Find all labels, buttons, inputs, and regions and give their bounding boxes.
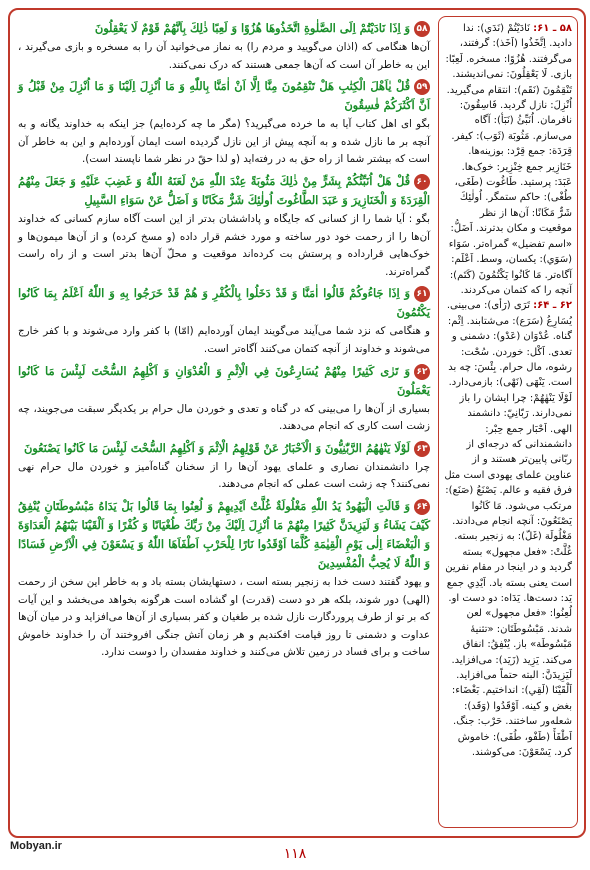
- verse-text: لَوْلَا يَنْهٰهُمُ الرَّبّٰنِيُّونَ وَ الْاَحْبَارُ عَنْ قَوْلِهِمُ الْاِثْمَ وَ اَكْلِهِمُ السُّحْتَ لَبِئْسَ مَا كَانُوا يَصْنَعُونَ: [24, 440, 410, 455]
- verse-number: ۶۰: [414, 174, 430, 190]
- verse-number: ۶۴: [414, 499, 430, 515]
- verse-block: [18, 497, 430, 662]
- verse-translation: چرا دانشمندان نصاری و علمای یهود آن‌ها را از سخنان گناه‌آمیز و خوردن مال حرام نهی نمی‌کنند؟ چه زشت است عملی که انجام می‌دهند.: [18, 460, 430, 491]
- verse-block: [18, 19, 430, 74]
- verse-number: ۶۱: [414, 286, 430, 302]
- verse-number: ۶۲: [414, 364, 430, 380]
- verse-text: وَ اِذَا جَاءُوكُمْ قَالُوا اٰمَنَّا وَ قَدْ دَخَلُوا بِالْكُفْرِ وَ هُمْ قَدْ خَرَجُوا بِهِ وَ اللّٰهُ اَعْلَمُ بِمَا كَانُوا يَكْتُمُونَ: [18, 286, 430, 320]
- verse-arabic: [18, 497, 430, 573]
- verse-block: [18, 77, 430, 169]
- verse-translation: و یهود گفتند دست خدا به زنجیر بسته است ، دستهایشان بسته باد و به خاطر این سخن از رحمت (الهی) دور شوند، بلکه هر دو دست (قدرت) او گشاده است هرگونه بخواهد می‌بخشد و این آیات که بر تو از طرف پروردگارت نازل شده بر طغیان و کفر بسیاری از آن‌ها می‌افزاید و در میان آن‌ها عداوت و دشمنی تا روز قیامت افکندیم و هر زمان آتش جنگی افروختند آن را خداوند خاموش ساخت و برای فساد در زمین تلاش می‌کنند و خداوند مفسدان را دوست ندارد.: [18, 575, 430, 659]
- verse-text: وَ قَالَتِ الْيَهُودُ يَدُ اللّٰهِ مَغْلُولَةٌ غُلَّتْ اَيْدِيهِمْ وَ لُعِنُوا بِمَا قَالُوا بَلْ يَدَاهُ مَبْسُوطَتَانِ يُنْفِقُ كَيْفَ يَشَاءُ وَ لَيَزِيدَنَّ كَثِيرًا مِنْهُمْ مَا اُنْزِلَ اِلَيْكَ مِنْ رَبِّكَ طُغْيَانًا وَ كُفْرًا وَ اَلْقَيْنَا بَيْنَهُمُ الْعَدَاوَةَ وَ الْبَغْضَاءَ اِلٰى يَوْمِ الْقِيٰمَةِ كُلَّمَا اَوْقَدُوا نَارًا لِلْحَرْبِ اَطْفَاَهَا اللّٰهُ وَ يَسْعَوْنَ فِي الْاَرْضِ فَسَادًا وَ اللّٰهُ لَا يُحِبُّ الْمُفْسِدِينَ: [18, 498, 430, 570]
- verse-block: [18, 439, 430, 494]
- verses-column: [16, 16, 432, 828]
- glossary-range: ۶۲ ـ ۶۴:: [533, 300, 572, 312]
- verse-arabic: [18, 172, 430, 210]
- verse-block: [18, 362, 430, 436]
- verse-translation: و هنگامی که نزد شما می‌آیند می‌گویند ایمان آورده‌ایم (امّا) با کفر وارد می‌شوند و با کفر خارج می‌شوند و خداوند از آنچه کتمان می‌کنند آگاه‌تر است.: [18, 325, 430, 355]
- page-number: ۱۱۸: [283, 846, 307, 862]
- verse-number: ۶۳: [414, 441, 430, 457]
- verse-arabic: [18, 362, 430, 400]
- glossary-text: نَادَيْتُمْ (نَدَي): ندا دادید. اِتَّخَذُوا (اَخَذ): گرفتند، می‌گرفتند. هُزُوًا: مسخره. لَعِبًا: بازی. لَا يَعْقِلُونَ: نمی‌اندیشند. تَنْقِمُونَ (نَقَم): انتقام می‌گیرید. اُنْزِلَ: نازل گردید. فَاسِقُونَ: نافرمان. اُنَبِّئُ (نَبَأ): آگاه می‌سازم. مَثُوبَة (ثَوَب): کیفر. قِرَدَة: جمع قِرْد: بوزینه‌ها. خَنَازِير جمع خِنْزِير: خوک‌ها. عَبَدَ: پرستید. طَاغُوت (طَغَى، طُغْى): حاکم ستمگر. اُولٰئِكَ شَرٌّ مَكَانًا: آن‌ها از نظر موقعیت و مکان بدترند. اَضَلُّ: «اسم تفضیل» گمراه‌تر. سَوَاء (سَوَي): یکسان، وسط. اَعْلَم: آگاه‌تر. مَا كَانُوا يَكْتُمُونَ (كَتَم): آنچه را که کتمان می‌کردند.: [445, 23, 572, 296]
- verse-text: قُلْ هَلْ اُنَبِّئُكُمْ بِشَرٍّ مِنْ ذٰلِكَ مَثُوبَةً عِنْدَ اللّٰهِ مَنْ لَعَنَهُ اللّٰهُ وَ غَضِبَ عَلَيْهِ وَ جَعَلَ مِنْهُمُ الْقِرَدَةَ وَ الْخَنَازِيرَ وَ عَبَدَ الطَّاغُوتَ اُولٰئِكَ شَرٌّ مَكَانًا وَ اَضَلُّ عَنْ سَوَاءِ السَّبِيلِ: [18, 173, 430, 207]
- verse-translation: آن‌ها هنگامی که (اذان می‌گویید و مردم را) به نماز می‌خوانید آن را به مسخره و بازی می‌گیرند ، این به خاطر آن است که آن‌ها جمعی هستند که درک نمی‌کنند.: [18, 41, 430, 71]
- verse-number: ۵۹: [414, 79, 430, 95]
- verse-arabic: [18, 19, 430, 38]
- verse-arabic: [18, 439, 430, 458]
- verse-text: وَ اِذَا نَادَيْتُمْ اِلَى الصَّلٰوةِ اتَّخَذُوهَا هُزُوًا وَ لَعِبًا ذٰلِكَ بِاَنَّهُمْ قَوْمٌ لَا يَعْقِلُونَ: [94, 21, 410, 35]
- verse-text: قُلْ يٰاَهْلَ الْكِتٰبِ هَلْ تَنْقِمُونَ مِنَّا اِلَّا اَنْ اٰمَنَّا بِاللّٰهِ وَ مَا اُنْزِلَ اِلَيْنَا وَ مَا اُنْزِلَ مِنْ قَبْلُ وَ اَنَّ اَكْثَرَكُمْ فٰسِقُونَ: [18, 79, 430, 113]
- verse-translation: بگو : آیا شما را از کسانی که جایگاه و پاداششان بدتر از این است آگاه سازم کسانی که خداوند آن‌ها را از رحمت خود دور ساخته و مورد خشم قرار داده (و مسخ کرده) و از آن‌ها میمون‌ها و خوک‌هایی قرارداده و پرستش بت کرده‌اند موقعیت و محلّ آن‌ها بدتر است و از راه راست گمراه‌ترند.: [18, 212, 430, 278]
- verse-text: وَ تَرٰى كَثِيرًا مِنْهُمْ يُسَارِعُونَ فِي الْاِثْمِ وَ الْعُدْوَانِ وَ اَكْلِهِمُ السُّحْتَ لَبِئْسَ مَا كَانُوا يَعْمَلُونَ: [18, 363, 430, 397]
- verse-block: [18, 172, 430, 281]
- glossary-range: ۵۸ ـ ۶۱:: [533, 23, 572, 34]
- glossary-sidebar: [438, 16, 578, 828]
- verse-translation: بسیاری از آن‌ها را می‌بینی که در گناه و تعدی و خوردن مال حرام بر یکدیگر سبقت می‌جویند، چه زشت است کاری که انجام می‌دهند.: [18, 402, 430, 433]
- glossary-text: تَرَى (رَأى): می‌بینی. يُسَارِعُ (سَرَع): می‌شتابند. اِثْم: گناه. عُدْوَان (عَدْو): دشمنی و تعدی. اَكْل: خوردن. سُحْت: رشوه، مال حرام. بِئْسَ: چه بد است. يَنْهَى (نَهْى): بازمی‌دارد. لَوْلَا يَنْهٰهُمْ: چرا ایشان را باز نمی‌دارند. رَبّانِيّ: دانشمند الهی. اَحْبَار جمع حِبْر: دانشمندانی که درجه‌ای از ربّانی پایین‌تر هستند و از عناوین علمای یهودی است مثل فرق فقیه و عالم. يَصْنَعُ (صَنَع): مرتکب می‌شود. مَا كَانُوا يَصْنَعُونَ: آنچه انجام می‌دادند. مَغْلُولَة (غَلّ): به زنجیر بسته. غُلَّتْ: «فعل مجهول» بسته گردید و در اینجا در مقام نفرین است یعنی بسته باد. اَيْدِي جمع يَد: دست‌ها. يَدَاه: دو دست او. لُعِنُوا: «فعل مجهول» لعن شدند. مَبْسُوطَتَان: «تثنیهٔ مَبْسُوطَة» باز. يُنْفِقُ: انفاق می‌کند. يَزِيد (زَيَد): می‌افزاید. لَيَزِيدَنَّ: البته حتماً می‌افزاید. اَلْقَيْنَا (لَقِي): انداختیم. بَغْضَاء: بغض و کینه. اَوْقَدُوا (وَقَد): شعله‌ور ساختند. حَرْب: جنگ. اَطْفَأَ (طَفْو، طُفَى): خاموش کرد. يَسْعَوْنَ: می‌کوشند.: [444, 300, 572, 759]
- verse-arabic: [18, 77, 430, 115]
- verse-number: ۵۸: [414, 21, 430, 37]
- page-frame: [8, 8, 586, 838]
- verse-arabic: [18, 284, 430, 322]
- verse-translation: بگو ای اهل کتاب آیا به ما خرده می‌گیرید؟ (مگر ما چه کرده‌ایم) جز اینکه به خداوند یگانه و به آنچه بر ما نازل شده و به آنچه پیش از این نازل گردیده است ایمان آورده‌ایم و این به خاطر آن است که بیشتر شما از راه حق به در رفته‌اید (و لذا حقّ در نظر شما ناپسند است).: [18, 118, 430, 166]
- site-watermark: Mobyan.ir: [10, 840, 62, 852]
- verse-block: [18, 284, 430, 358]
